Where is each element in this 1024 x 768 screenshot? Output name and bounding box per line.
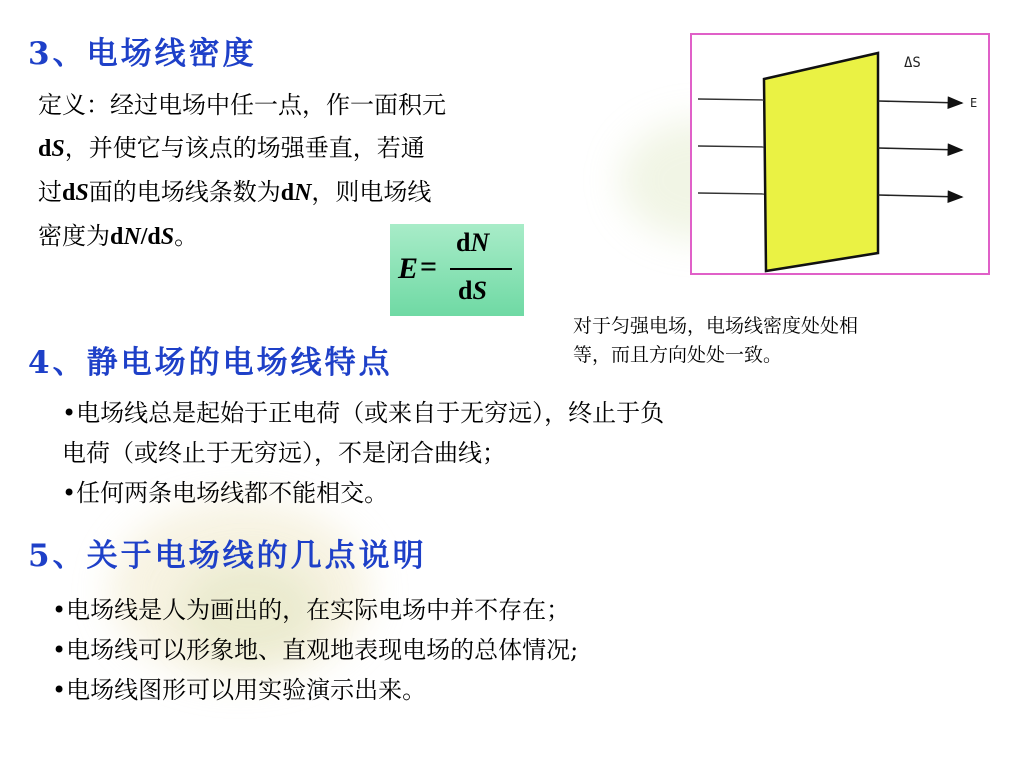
note-line-2: 等，而且方向处处一致。 [573, 344, 783, 366]
field-line [878, 195, 962, 197]
section-4-title: 4、静电场的电场线特点 [28, 345, 393, 381]
list-item: •电场线总是起始于正电荷（或来自于无穷远），终止于负 [62, 399, 665, 427]
definition-line-4: 密度为dN/dS。 [38, 222, 199, 250]
formula-numerator: dN [456, 228, 490, 257]
list-item: •电场线可以形象地、直观地表现电场的总体情况; [52, 636, 579, 664]
field-lines-figure [690, 33, 990, 275]
list-item: •电场线是人为画出的，在实际电场中并不存在； [52, 596, 571, 624]
definition-line-3: 过dS面的电场线条数为dN，则电场线 [38, 178, 432, 206]
list-item-continuation: 电荷（或终止于无穷远），不是闭合曲线； [62, 439, 506, 467]
section-4-list [62, 393, 664, 513]
field-line [698, 193, 764, 194]
list-item: •任何两条电场线都不能相交。 [62, 479, 389, 507]
formula-denominator: dS [458, 276, 487, 305]
field-lines-diagram [692, 35, 988, 273]
uniform-field-note [573, 312, 858, 370]
definition-line-2: dS，并使它与该点的场强垂直，若通 [38, 134, 425, 162]
formula-equals: = [420, 250, 438, 283]
field-label: E [970, 96, 978, 110]
field-line [698, 99, 764, 100]
formula-lhs: E [398, 252, 419, 285]
definition-line-1: 定义：经过电场中任一点，作一面积元 [38, 91, 446, 119]
section-5-title: 5、关于电场线的几点说明 [28, 538, 427, 574]
section-3-title: 3、电场线密度 [28, 36, 257, 72]
definition-text [38, 84, 446, 259]
field-density-formula [390, 224, 524, 316]
field-line [878, 148, 962, 150]
field-line [698, 146, 764, 147]
area-label: ΔS [904, 55, 921, 71]
list-item: •电场线图形可以用实验演示出来。 [52, 676, 427, 704]
field-line [878, 101, 962, 103]
area-element-plate [764, 53, 878, 271]
note-line-1: 对于匀强电场，电场线密度处处相 [573, 315, 859, 337]
section-5-list [52, 590, 578, 710]
fraction-bar [450, 268, 512, 270]
